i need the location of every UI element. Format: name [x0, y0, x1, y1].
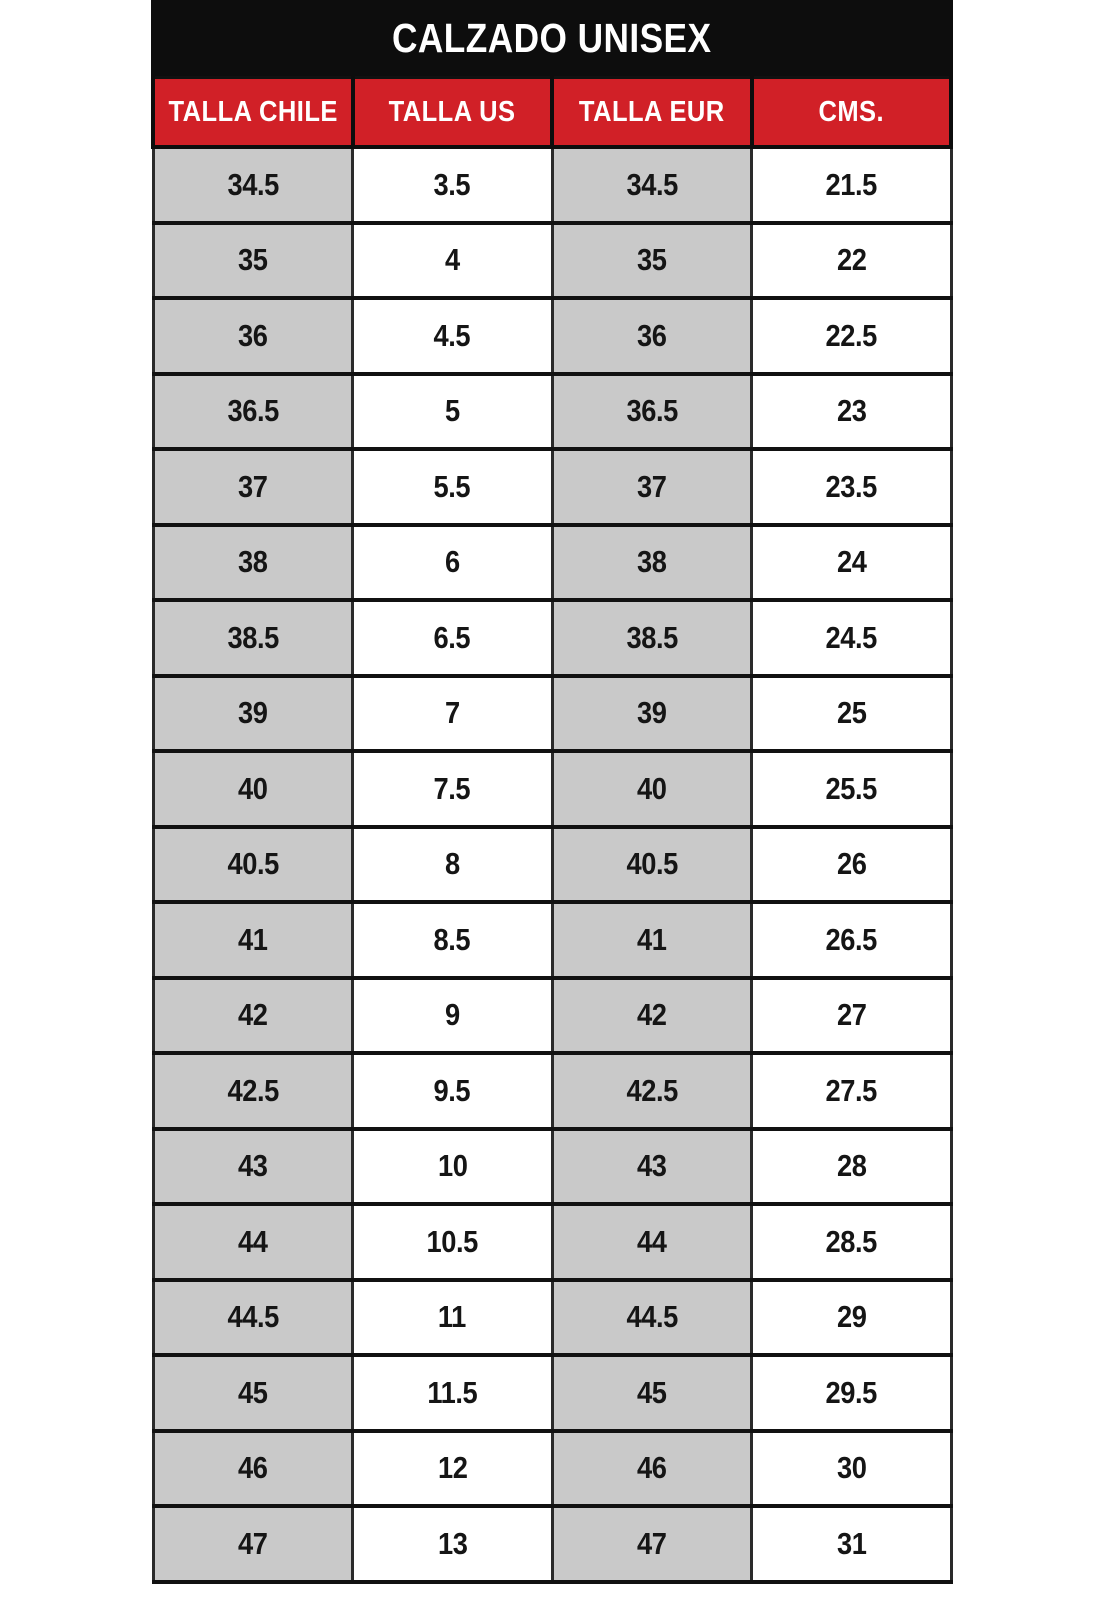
- cell-value: 23: [836, 393, 866, 429]
- size-cell: [752, 751, 952, 827]
- size-cell: [552, 374, 752, 450]
- cell-value: 5: [444, 393, 460, 429]
- cell-value: 7.5: [433, 770, 471, 806]
- cell-value: 46: [238, 1450, 268, 1486]
- table-row: [153, 978, 951, 1054]
- cell-value: 8: [444, 846, 460, 882]
- size-cell: [752, 223, 952, 299]
- cell-value: 39: [238, 695, 268, 731]
- table-row: [153, 600, 951, 676]
- cell-value: 13: [437, 1525, 467, 1561]
- cell-value: 12: [437, 1450, 467, 1486]
- cell-value: 35: [238, 242, 268, 278]
- size-cell: [153, 1280, 353, 1356]
- cell-value: 25: [836, 695, 866, 731]
- table-row: [153, 525, 951, 601]
- table-row: [153, 1204, 951, 1280]
- cell-value: 42.5: [626, 1072, 678, 1108]
- table-row: [153, 374, 951, 450]
- cell-value: 44.5: [227, 1299, 279, 1335]
- size-cell: [752, 374, 952, 450]
- table-row: [153, 1431, 951, 1507]
- cell-value: 47: [238, 1525, 268, 1561]
- cell-value: 4.5: [433, 317, 471, 353]
- cell-value: 36: [637, 317, 667, 353]
- size-cell: [353, 223, 553, 299]
- size-cell: [153, 902, 353, 978]
- cell-value: 8.5: [433, 921, 471, 957]
- size-cell: [153, 978, 353, 1054]
- table-row: [153, 1053, 951, 1129]
- cell-value: 46: [637, 1450, 667, 1486]
- size-cell: [353, 978, 553, 1054]
- column-header-label: TALLA US: [388, 95, 516, 128]
- cell-value: 24.5: [825, 619, 877, 655]
- cell-value: 40.5: [626, 846, 678, 882]
- size-cell: [752, 902, 952, 978]
- column-header-talla-chile: [153, 78, 353, 148]
- cell-value: 40.5: [227, 846, 279, 882]
- cell-value: 9.5: [433, 1072, 471, 1108]
- size-cell: [353, 827, 553, 903]
- cell-value: 28: [836, 1148, 866, 1184]
- size-cell: [153, 751, 353, 827]
- cell-value: 22.5: [825, 317, 877, 353]
- size-cell: [353, 600, 553, 676]
- size-cell: [353, 1129, 553, 1205]
- size-cell: [153, 374, 353, 450]
- size-cell: [153, 1431, 353, 1507]
- size-table: [151, 76, 953, 1584]
- cell-value: 43: [238, 1148, 268, 1184]
- size-cell: [153, 223, 353, 299]
- size-cell: [752, 1355, 952, 1431]
- column-header-label: TALLA EUR: [578, 95, 725, 128]
- size-cell: [752, 676, 952, 752]
- size-cell: [552, 1280, 752, 1356]
- cell-value: 38: [238, 544, 268, 580]
- table-header: [153, 78, 951, 148]
- size-cell: [153, 1506, 353, 1582]
- cell-value: 42: [238, 997, 268, 1033]
- size-cell: [353, 751, 553, 827]
- size-cell: [353, 1355, 553, 1431]
- size-cell: [353, 374, 553, 450]
- table-row: [153, 223, 951, 299]
- size-cell: [353, 676, 553, 752]
- size-cell: [552, 1204, 752, 1280]
- size-cell: [752, 978, 952, 1054]
- column-header-label: TALLA CHILE: [168, 95, 338, 128]
- size-cell: [752, 1053, 952, 1129]
- cell-value: 44: [238, 1223, 268, 1259]
- cell-value: 36.5: [227, 393, 279, 429]
- cell-value: 38.5: [227, 619, 279, 655]
- size-cell: [552, 751, 752, 827]
- size-cell: [552, 1129, 752, 1205]
- size-cell: [353, 449, 553, 525]
- cell-value: 4: [444, 242, 460, 278]
- table-row: [153, 1355, 951, 1431]
- cell-value: 3.5: [433, 166, 471, 202]
- size-cell: [752, 147, 952, 223]
- cell-value: 38.5: [626, 619, 678, 655]
- cell-value: 25.5: [825, 770, 877, 806]
- size-cell: [153, 525, 353, 601]
- size-cell: [353, 1053, 553, 1129]
- cell-value: 36: [238, 317, 268, 353]
- table-row: [153, 1280, 951, 1356]
- size-cell: [552, 298, 752, 374]
- size-cell: [153, 449, 353, 525]
- table-row: [153, 751, 951, 827]
- cell-value: 10.5: [426, 1223, 478, 1259]
- size-cell: [552, 1355, 752, 1431]
- size-cell: [153, 1053, 353, 1129]
- cell-value: 35: [637, 242, 667, 278]
- cell-value: 26.5: [825, 921, 877, 957]
- table-row: [153, 147, 951, 223]
- header-row: [153, 78, 951, 148]
- cell-value: 41: [238, 921, 268, 957]
- cell-value: 29.5: [825, 1374, 877, 1410]
- table-row: [153, 1129, 951, 1205]
- cell-value: 24: [836, 544, 866, 580]
- size-cell: [552, 223, 752, 299]
- column-header-talla-us: [353, 78, 553, 148]
- cell-value: 45: [637, 1374, 667, 1410]
- cell-value: 5.5: [433, 468, 471, 504]
- cell-value: 42.5: [227, 1072, 279, 1108]
- cell-value: 44.5: [626, 1299, 678, 1335]
- cell-value: 11.5: [427, 1374, 478, 1410]
- size-cell: [752, 525, 952, 601]
- cell-value: 27.5: [825, 1072, 877, 1108]
- table-row: [153, 827, 951, 903]
- column-header-cms: [752, 78, 952, 148]
- cell-value: 41: [637, 921, 667, 957]
- size-cell: [153, 298, 353, 374]
- size-cell: [353, 525, 553, 601]
- cell-value: 22: [836, 242, 866, 278]
- size-cell: [752, 1506, 952, 1582]
- cell-value: 9: [444, 997, 460, 1033]
- table-body: [153, 147, 951, 1582]
- size-cell: [752, 827, 952, 903]
- cell-value: 40: [637, 770, 667, 806]
- cell-value: 10: [437, 1148, 467, 1184]
- table-row: [153, 676, 951, 752]
- size-cell: [752, 449, 952, 525]
- size-cell: [552, 978, 752, 1054]
- cell-value: 6.5: [433, 619, 471, 655]
- cell-value: 38: [637, 544, 667, 580]
- cell-value: 42: [637, 997, 667, 1033]
- size-cell: [552, 1053, 752, 1129]
- size-cell: [552, 600, 752, 676]
- column-header-label: CMS.: [818, 95, 885, 128]
- size-cell: [153, 1129, 353, 1205]
- cell-value: 44: [637, 1223, 667, 1259]
- chart-title: CALZADO UNISEX: [392, 14, 712, 61]
- cell-value: 11: [438, 1299, 467, 1335]
- cell-value: 34.5: [227, 166, 279, 202]
- table-row: [153, 902, 951, 978]
- size-cell: [552, 827, 752, 903]
- size-cell: [552, 1431, 752, 1507]
- size-cell: [353, 1204, 553, 1280]
- cell-value: 36.5: [626, 393, 678, 429]
- cell-value: 43: [637, 1148, 667, 1184]
- size-cell: [552, 1506, 752, 1582]
- size-cell: [752, 1129, 952, 1205]
- table-row: [153, 449, 951, 525]
- size-cell: [752, 600, 952, 676]
- cell-value: 31: [836, 1525, 866, 1561]
- size-cell: [153, 827, 353, 903]
- cell-value: 21.5: [825, 166, 877, 202]
- title-bar: [151, 0, 953, 76]
- cell-value: 45: [238, 1374, 268, 1410]
- cell-value: 30: [836, 1450, 866, 1486]
- size-cell: [752, 298, 952, 374]
- size-cell: [353, 147, 553, 223]
- size-cell: [353, 1280, 553, 1356]
- size-cell: [752, 1431, 952, 1507]
- cell-value: 7: [444, 695, 460, 731]
- size-cell: [752, 1204, 952, 1280]
- cell-value: 39: [637, 695, 667, 731]
- size-cell: [153, 147, 353, 223]
- column-header-talla-eur: [552, 78, 752, 148]
- size-cell: [153, 1204, 353, 1280]
- cell-value: 40: [238, 770, 268, 806]
- size-cell: [552, 676, 752, 752]
- table-row: [153, 298, 951, 374]
- size-cell: [552, 902, 752, 978]
- cell-value: 27: [836, 997, 866, 1033]
- size-cell: [153, 1355, 353, 1431]
- size-cell: [552, 147, 752, 223]
- table-row: [153, 1506, 951, 1582]
- size-chart: [151, 0, 953, 1584]
- cell-value: 37: [637, 468, 667, 504]
- size-cell: [752, 1280, 952, 1356]
- size-cell: [153, 600, 353, 676]
- size-cell: [153, 676, 353, 752]
- cell-value: 28.5: [825, 1223, 877, 1259]
- size-cell: [353, 1431, 553, 1507]
- cell-value: 37: [238, 468, 268, 504]
- cell-value: 23.5: [825, 468, 877, 504]
- cell-value: 47: [637, 1525, 667, 1561]
- size-cell: [353, 298, 553, 374]
- size-cell: [353, 1506, 553, 1582]
- cell-value: 29: [836, 1299, 866, 1335]
- size-cell: [552, 449, 752, 525]
- cell-value: 34.5: [626, 166, 678, 202]
- cell-value: 6: [444, 544, 460, 580]
- cell-value: 26: [836, 846, 866, 882]
- size-cell: [552, 525, 752, 601]
- size-cell: [353, 902, 553, 978]
